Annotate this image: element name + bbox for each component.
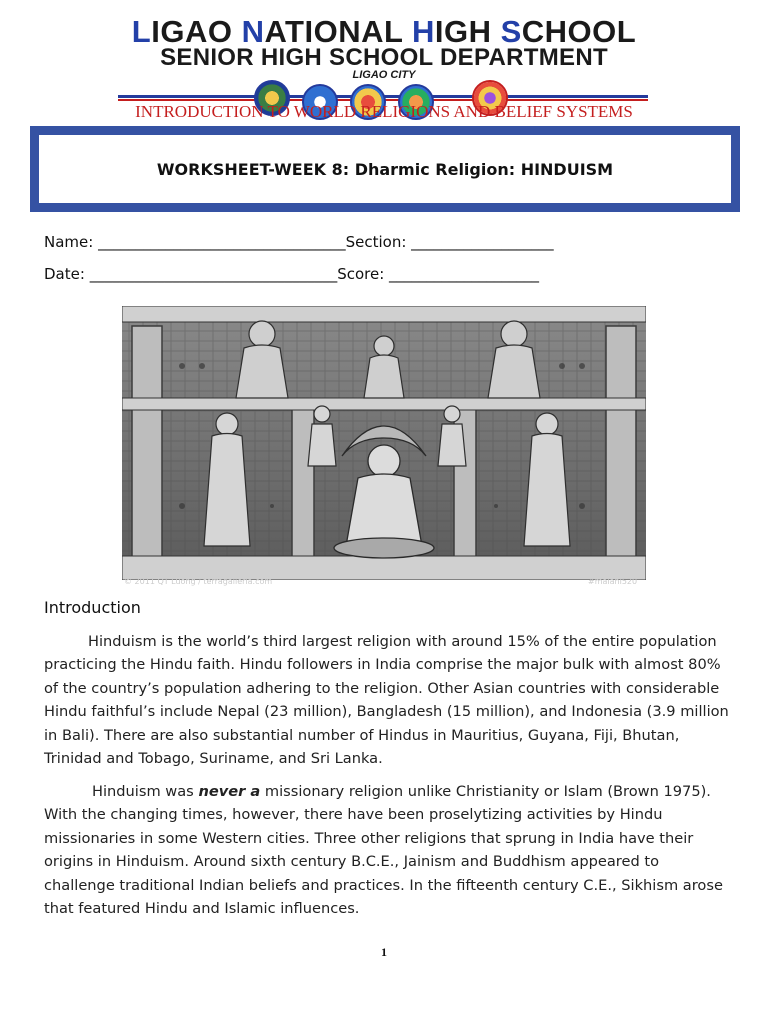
school-name-part: IGH [434, 14, 501, 49]
worksheet-title-box [30, 126, 740, 212]
department-title: SENIOR HIGH SCHOOL DEPARTMENT [160, 44, 608, 71]
paragraph-line: practicing the Hindu faith. Hindu followers in India comprise the major bulk with almost 80% [44, 656, 721, 674]
school-name-part: L [131, 14, 152, 49]
school-name-part: ATIONAL [264, 14, 412, 49]
date-score-line [44, 265, 539, 283]
score-field[interactable]: ____________________ [389, 265, 540, 283]
paragraph-text: Hinduism was [92, 783, 199, 800]
paragraph-line: in Bali). There are also substantial number of Hindus in Mauritius, Guyana, Fiji, Bhutan, [44, 726, 680, 744]
paragraph-line: challenge traditional Indian beliefs and practices. In the fifteenth century C.E., Sikhism arose [44, 876, 723, 894]
paragraph-line: With the changing times, however, there have been proselytizing activities by Hindu [44, 806, 663, 824]
emphasis-text: never a [198, 783, 261, 800]
score-label: Score: [337, 265, 385, 283]
temple-sculpture-image [122, 306, 646, 580]
introduction-heading: Introduction [44, 598, 141, 617]
photo-watermark: #malani520 [588, 577, 638, 586]
school-name-part: IGAO [151, 14, 242, 49]
paragraph-line: Hindu faithful’s include Nepal (23 million), Bangladesh (15 million), and Indonesia (3.9 million [44, 703, 729, 721]
city-label: LIGAO CITY [352, 69, 416, 81]
paragraph-line: origins in Hinduism. Around sixth century B.C.E., Jainism and Buddhism appeared to [44, 853, 660, 871]
paragraph-text: missionary religion unlike Christianity or Islam (Brown 1975). [260, 783, 711, 800]
worksheet-title-inner [39, 135, 731, 203]
school-name-part: CHOOL [521, 14, 637, 49]
name-field[interactable]: _________________________________ [98, 233, 346, 251]
course-title: INTRODUCTION TO WORLD RELIGIONS AND BELIEF SYSTEMS [135, 102, 633, 121]
paragraph-line: that featured Hindu and Islamic influences. [44, 900, 360, 918]
paragraph-line: of the country’s population adhering to the religion. Other Asian countries with considerable [44, 679, 720, 697]
paragraph-line: Hinduism is the world’s third largest religion with around 15% of the entire population [88, 633, 717, 650]
intro-paragraph-2 [44, 780, 728, 920]
name-section-line [44, 233, 554, 251]
worksheet-title: WORKSHEET-WEEK 8: Dharmic Religion: HINDUISM [156, 159, 614, 179]
page-number: 1 [381, 945, 387, 959]
school-name-part: H [411, 14, 435, 49]
paragraph-line [44, 780, 728, 803]
date-field[interactable]: _________________________________ [89, 265, 338, 283]
name-label: Name: [44, 233, 94, 251]
temple-sculpture-photo [122, 306, 646, 580]
section-label: Section: [345, 233, 407, 251]
section-field[interactable]: ___________________ [411, 233, 554, 251]
school-name-part: S [500, 14, 522, 49]
school-name-part: N [241, 14, 265, 49]
photo-credit: © 2011 QT Luong / terragalleria.com [124, 577, 273, 586]
paragraph-line: missionaries in some Western cities. Three other religions that sprung in India have their [44, 829, 694, 847]
date-label: Date: [44, 265, 85, 283]
paragraph-line: Trinidad and Tobago, Suriname, and Sri Lanka. [44, 750, 383, 768]
intro-paragraph-1 [44, 630, 728, 770]
